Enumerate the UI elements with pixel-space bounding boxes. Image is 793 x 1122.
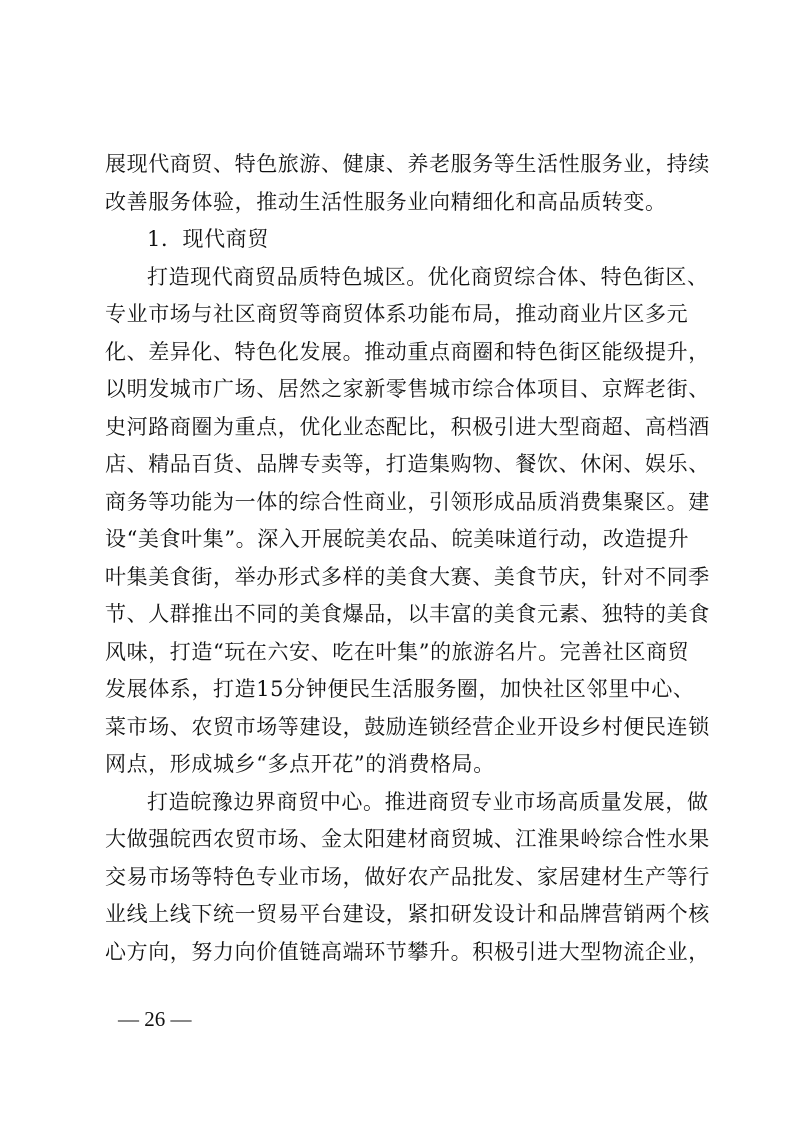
text-line: 设“美食叶集”。深入开展皖美农品、皖美味道行动，改造提升	[105, 527, 690, 551]
text-line: 大做强皖西农贸市场、金太阳建材商贸城、江淮果岭综合性水果	[105, 827, 710, 851]
paragraph-first-line: 打造皖豫边界商贸中心。推进商贸专业市场高质量发展，做	[147, 789, 709, 814]
text-line: 风味，打造“玩在六安、吃在叶集”的旅游名片。完善社区商贸	[105, 639, 690, 664]
text-line: 业线上线下统一贸易平台建设，紧扣研发设计和品牌营销两个核	[105, 902, 710, 926]
text-line: 商务等功能为一体的综合性商业，引领形成品质消费集聚区。建	[105, 489, 710, 514]
text-line: 发展体系，打造15分钟便民生活服务圈，加快社区邻里中心、	[105, 677, 695, 701]
text-line: 心方向，努力向价值链高端环节攀升。积极引进大型物流企业，	[105, 939, 710, 964]
text-line: 改善服务体验，推动生活性服务业向精细化和高品质转变。	[105, 189, 667, 214]
text-line: 以明发城市广场、居然之家新零售城市综合体项目、京辉老街、	[105, 377, 710, 401]
paragraph-first-line: 打造现代商贸品质特色城区。优化商贸综合体、特色街区、	[147, 264, 709, 289]
text-line: 网点，形成城乡“多点开花”的消费格局。	[105, 752, 495, 776]
text-line: 节、人群推出不同的美食爆品，以丰富的美食元素、独特的美食	[105, 602, 710, 626]
text-line: 叶集美食街，举办形式多样的美食大赛、美食节庆，针对不同季	[105, 564, 710, 589]
text-line: 化、差异化、特色化发展。推动重点商圈和特色街区能级提升，	[105, 339, 710, 364]
section-heading: 1．现代商贸	[147, 227, 269, 251]
text-line: 专业市场与社区商贸等商贸体系功能布局，推动商业片区多元	[105, 302, 689, 326]
text-line: 史河路商圈为重点，优化业态配比，积极引进大型商超、高档酒	[105, 414, 710, 439]
document-body	[105, 146, 710, 971]
text-line: 菜市场、农贸市场等建设，鼓励连锁经营企业开设乡村便民连锁	[105, 714, 710, 739]
page-number: — 26 —	[118, 1007, 192, 1031]
text-line: 展现代商贸、特色旅游、健康、养老服务等生活性服务业，持续	[105, 152, 710, 176]
text-line: 店、精品百货、品牌专卖等，打造集购物、餐饮、休闲、娱乐、	[105, 452, 710, 476]
text-line: 交易市场等特色专业市场，做好农产品批发、家居建材生产等行	[105, 864, 710, 889]
